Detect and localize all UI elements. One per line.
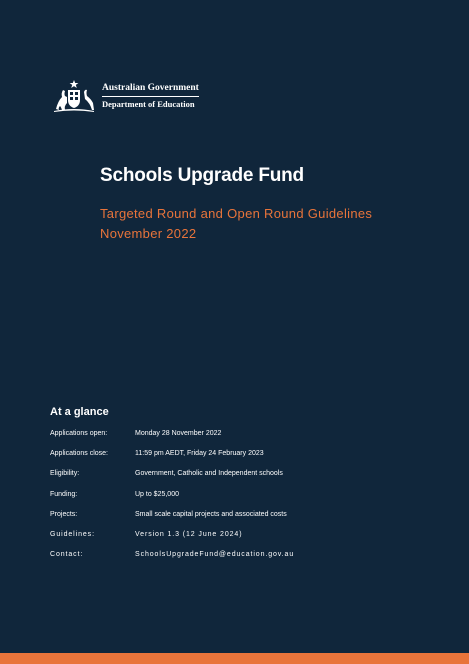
- accent-footer-bar: [0, 653, 469, 664]
- contact-email-link[interactable]: SchoolsUpgradeFund@education.gov.au: [135, 551, 295, 559]
- glance-label: Projects:: [50, 510, 78, 518]
- glance-label: Applications close:: [50, 450, 108, 458]
- glance-value: Up to $25,000: [135, 490, 179, 498]
- glance-value: Version 1.3 (12 June 2024): [135, 530, 243, 538]
- glance-value: Monday 28 November 2022: [135, 430, 222, 437]
- logo-government: Australian Government: [102, 83, 199, 97]
- logo-wordmark: [102, 83, 199, 109]
- document-subtitle: [100, 204, 372, 244]
- glance-label: Eligibility:: [50, 470, 80, 478]
- glance-value: Small scale capital projects and associated costs: [135, 510, 287, 518]
- coat-of-arms-icon: [52, 79, 96, 113]
- glance-value: 11:59 pm AEDT, Friday 24 February 2023: [135, 450, 264, 458]
- subtitle-date: November 2022: [100, 226, 197, 241]
- at-a-glance-heading: At a glance: [50, 406, 109, 418]
- glance-label: Funding:: [50, 490, 78, 498]
- glance-value: Government, Catholic and Independent schools: [135, 470, 283, 478]
- subtitle-line-1: Targeted Round and Open Round Guidelines: [100, 206, 373, 221]
- government-logo: [52, 79, 199, 113]
- logo-department: Department of Education: [102, 99, 195, 109]
- glance-label: Contact:: [50, 551, 84, 559]
- glance-label: Guidelines:: [50, 530, 95, 538]
- glance-label: Applications open:: [50, 430, 108, 437]
- document-title: Schools Upgrade Fund: [100, 165, 304, 186]
